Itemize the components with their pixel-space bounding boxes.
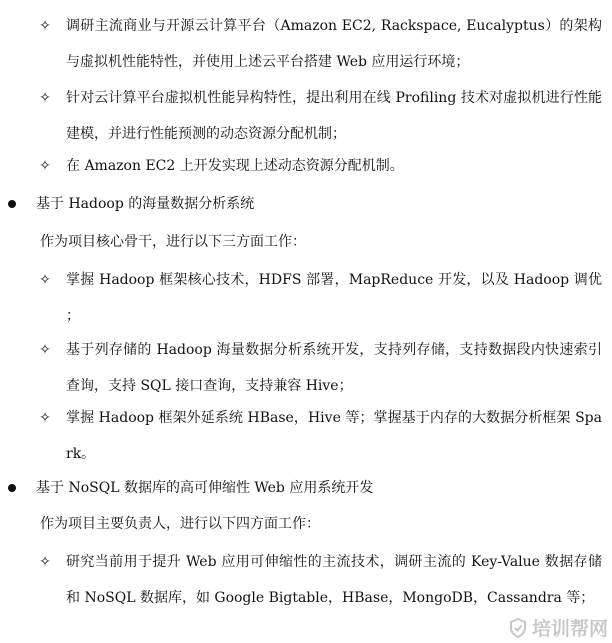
section-title: 基于 NoSQL 数据库的高可伸缩性 Web 应用系统开发 [36, 480, 374, 496]
list-item-text: 在 Amazon EC2 上开发实现上述动态资源分配机制。 [66, 158, 404, 174]
watermark-text: 培训帮网 [531, 618, 608, 640]
list-item [36, 400, 602, 472]
section-heading-hadoop [8, 186, 602, 222]
list-item [36, 8, 602, 80]
diamond-icon: ✧ [39, 272, 51, 288]
diamond-icon: ✧ [39, 158, 51, 174]
diamond-icon: ✧ [39, 410, 51, 426]
section-intro: 作为项目核心骨干，进行以下三方面工作： [40, 234, 306, 250]
list-item [36, 262, 602, 334]
diamond-icon: ✧ [39, 18, 51, 34]
bullet-icon [8, 200, 16, 208]
list-item-text: 针对云计算平台虚拟机性能异构特性，提出利用在线 Profiling 技术对虚拟机进行性能建模，并进行性能预测的动态资源分配机制； [66, 90, 602, 142]
bullet-icon [8, 484, 16, 492]
diamond-icon: ✧ [39, 554, 51, 570]
section-title: 基于 Hadoop 的海量数据分析系统 [36, 196, 255, 212]
list-item [36, 80, 602, 152]
shield-icon [508, 618, 528, 638]
list-item [36, 148, 602, 184]
diamond-icon: ✧ [39, 90, 51, 106]
list-item [36, 332, 602, 404]
diamond-icon: ✧ [39, 342, 51, 358]
watermark [508, 614, 608, 641]
list-item-text: 调研主流商业与开源云计算平台（Amazon EC2, Rackspace, Eucalyptus）的架构与虚拟机性能特性，并使用上述云平台搭建 Web 应用运行环境； [66, 18, 602, 70]
list-item-text: 基于列存储的 Hadoop 海量数据分析系统开发，支持列存储，支持数据段内快速索引查询，支持 SQL 接口查询，支持兼容 Hive； [66, 342, 602, 394]
list-item [36, 544, 602, 616]
section-intro: 作为项目主要负责人，进行以下四方面工作： [40, 516, 320, 532]
list-item-text: 研究当前用于提升 Web 应用可伸缩性的主流技术，调研主流的 Key-Value 数据存储和 NoSQL 数据库，如 Google Bigtable，HBase，MongoDB，Cassandra 等； [66, 554, 602, 606]
list-item-text: 掌握 Hadoop 框架核心技术，HDFS 部署，MapReduce 开发，以及 Hadoop 调优 ； [66, 272, 602, 324]
section-heading-nosql [8, 470, 602, 506]
list-item-text: 掌握 Hadoop 框架外延系统 HBase，Hive 等；掌握基于内存的大数据分析框架 Spark。 [66, 410, 602, 462]
